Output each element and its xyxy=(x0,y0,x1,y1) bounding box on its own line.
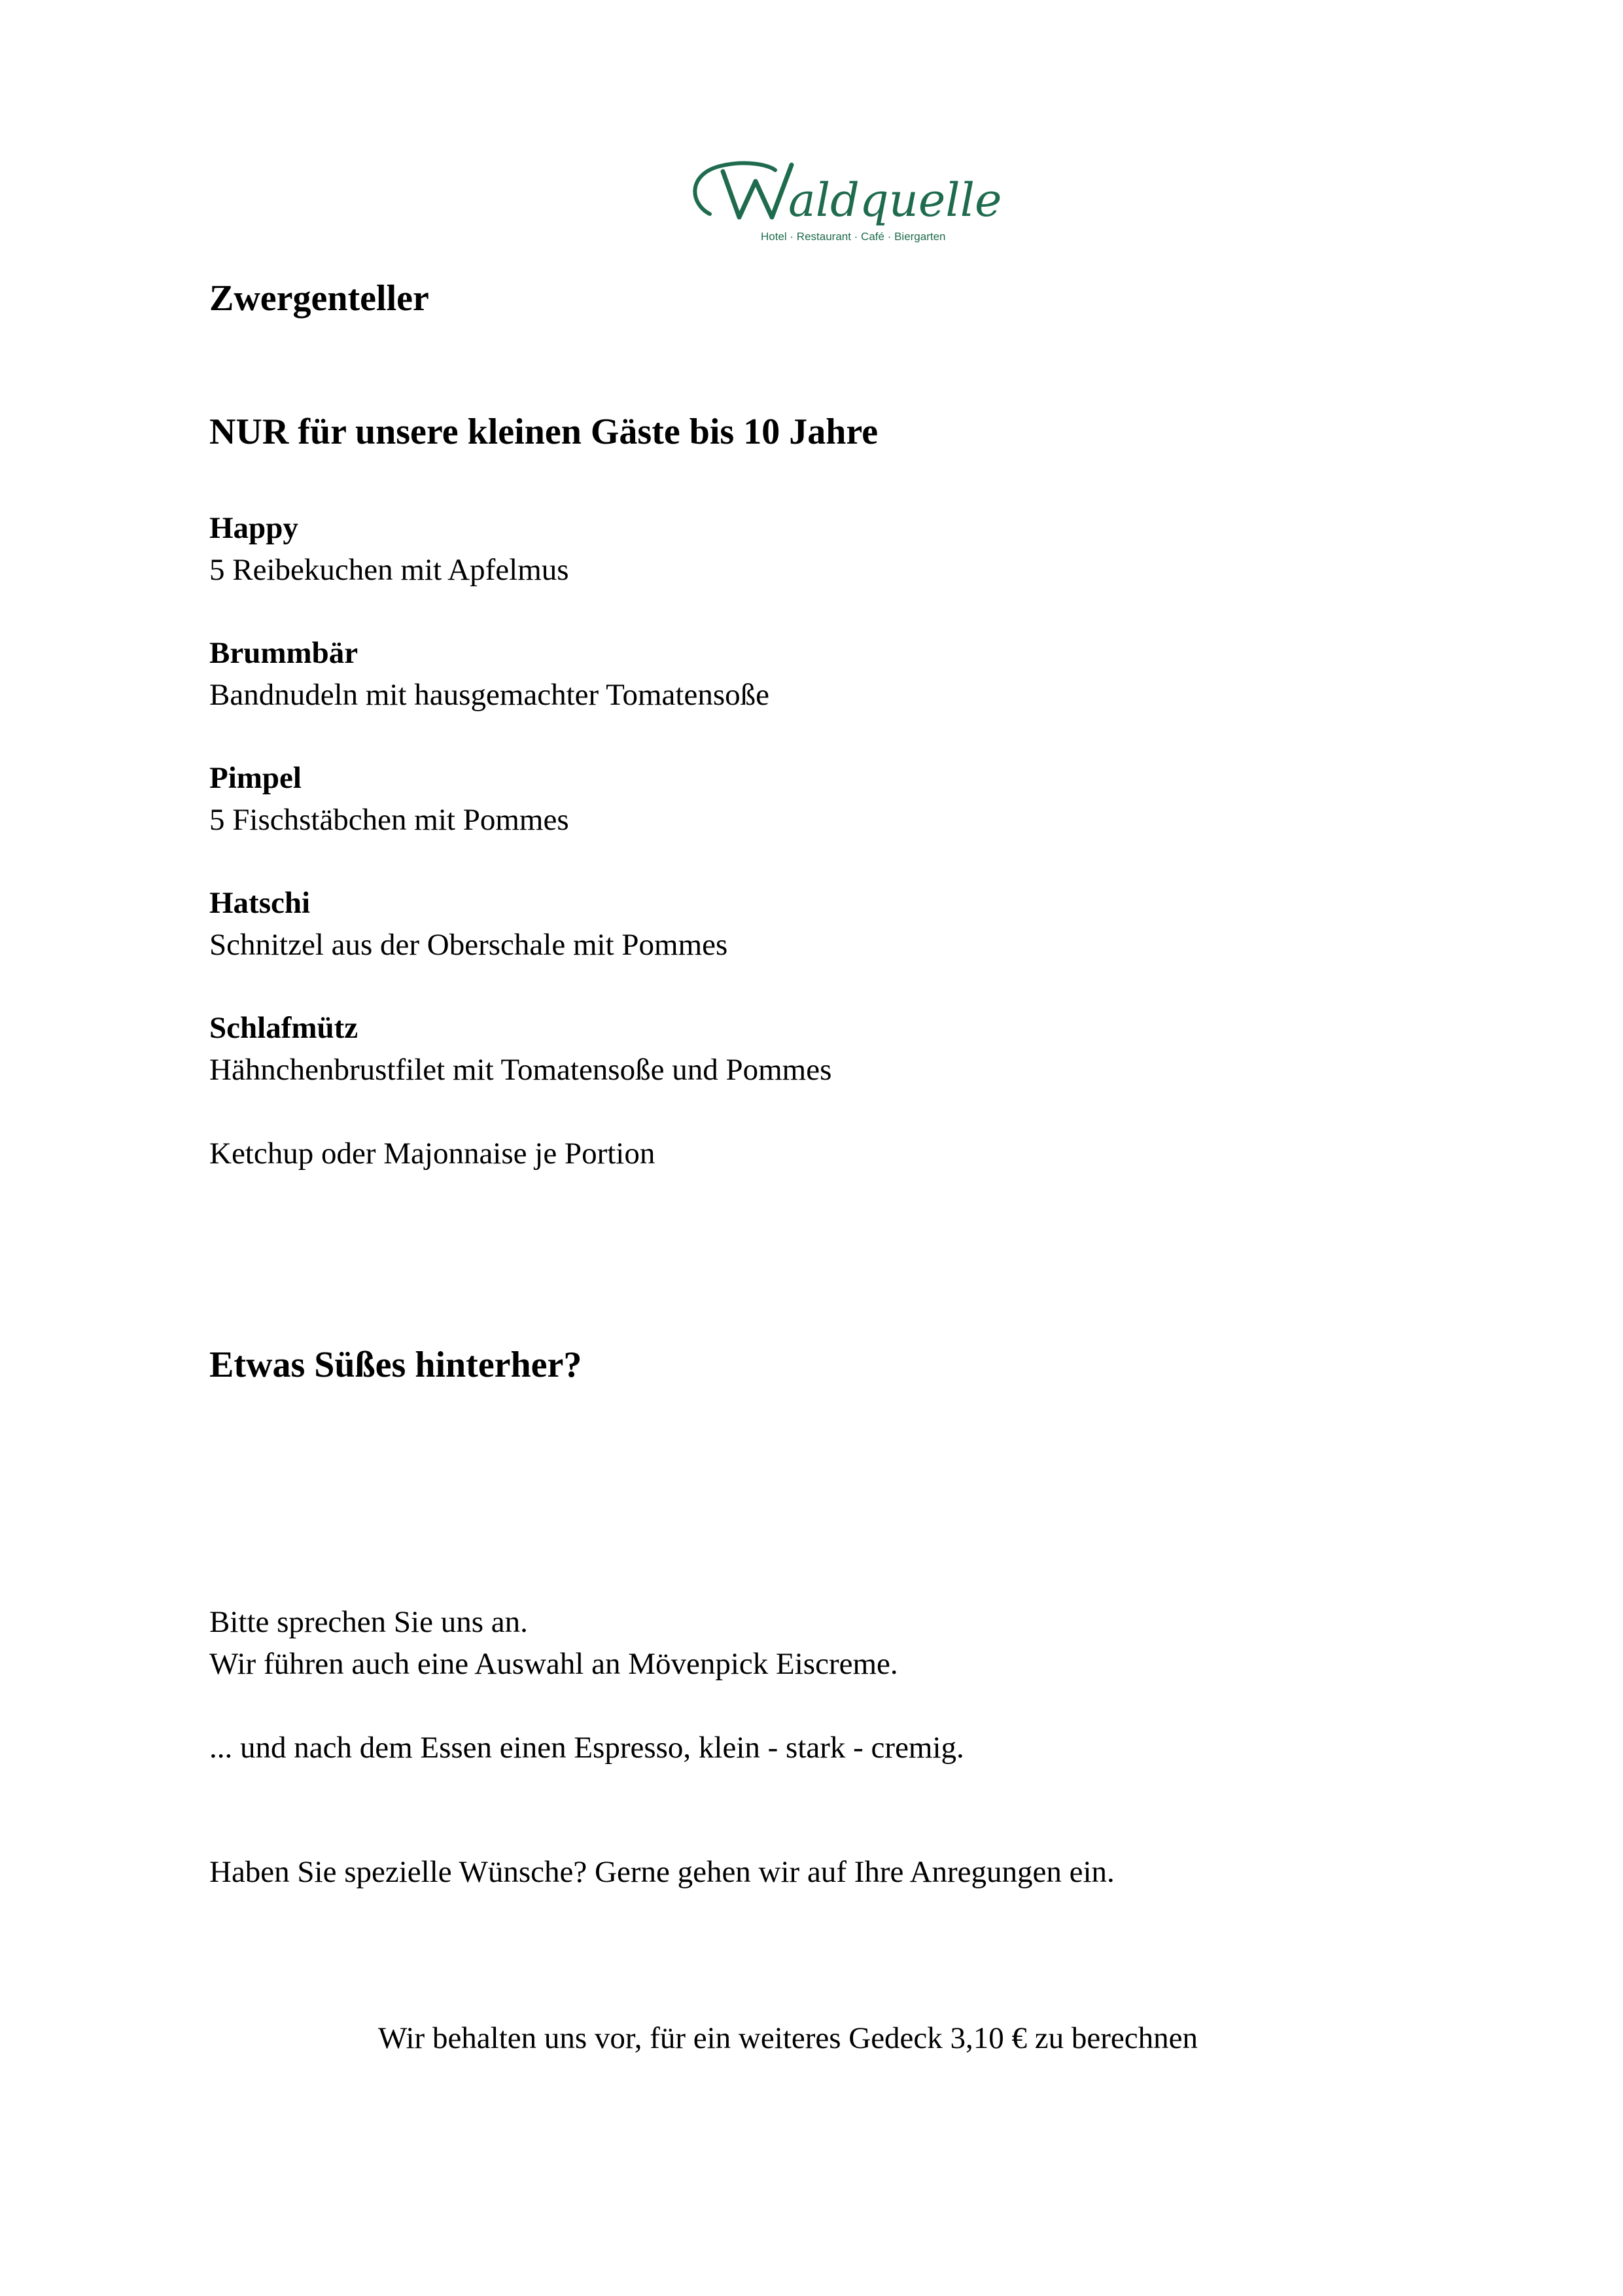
menu-item-name-schlafmuetz: Schlafmütz xyxy=(209,1011,358,1045)
waldquelle-logo xyxy=(684,152,1002,250)
espresso-line: ... und nach dem Essen einen Espresso, klein - stark - cremig. xyxy=(209,1731,964,1765)
dessert-line-contact: Bitte sprechen Sie uns an. xyxy=(209,1605,528,1639)
menu-item-desc-hatschi: Schnitzel aus der Oberschale mit Pommes xyxy=(209,928,728,962)
svg-text:aldquelle: aldquelle xyxy=(788,173,1002,227)
cover-charge-note: Wir behalten uns vor, für ein weiteres Gedeck 3,10 € zu berechnen xyxy=(378,2021,1198,2055)
dessert-heading: Etwas Süßes hinterher? xyxy=(209,1345,582,1385)
dessert-line-icecream: Wir führen auch eine Auswahl an Mövenpick Eiscreme. xyxy=(209,1647,898,1681)
svg-text:Hotel · Restaurant · Café · Bi: Hotel · Restaurant · Café · Biergarten xyxy=(761,230,946,243)
age-restriction-heading: NUR für unsere kleinen Gäste bis 10 Jahre xyxy=(209,412,879,452)
special-wishes-line: Haben Sie spezielle Wünsche? Gerne gehen wir auf Ihre Anregungen ein. xyxy=(209,1855,1115,1889)
menu-item-desc-happy: 5 Reibekuchen mit Apfelmus xyxy=(209,553,569,587)
menu-item-desc-schlafmuetz: Hähnchenbrustfilet mit Tomatensoße und Pommes xyxy=(209,1053,832,1087)
menu-item-desc-brummbaer: Bandnudeln mit hausgemachter Tomatensoße xyxy=(209,678,769,712)
logo-graphic xyxy=(684,152,1002,250)
menu-item-name-brummbaer: Brummbär xyxy=(209,636,358,670)
menu-item-name-hatschi: Hatschi xyxy=(209,886,311,920)
menu-item-name-pimpel: Pimpel xyxy=(209,761,302,795)
page-title: Zwergenteller xyxy=(209,278,429,319)
menu-item-name-happy: Happy xyxy=(209,511,298,545)
condiment-note: Ketchup oder Majonnaise je Portion xyxy=(209,1137,655,1171)
menu-item-desc-pimpel: 5 Fischstäbchen mit Pommes xyxy=(209,803,569,837)
